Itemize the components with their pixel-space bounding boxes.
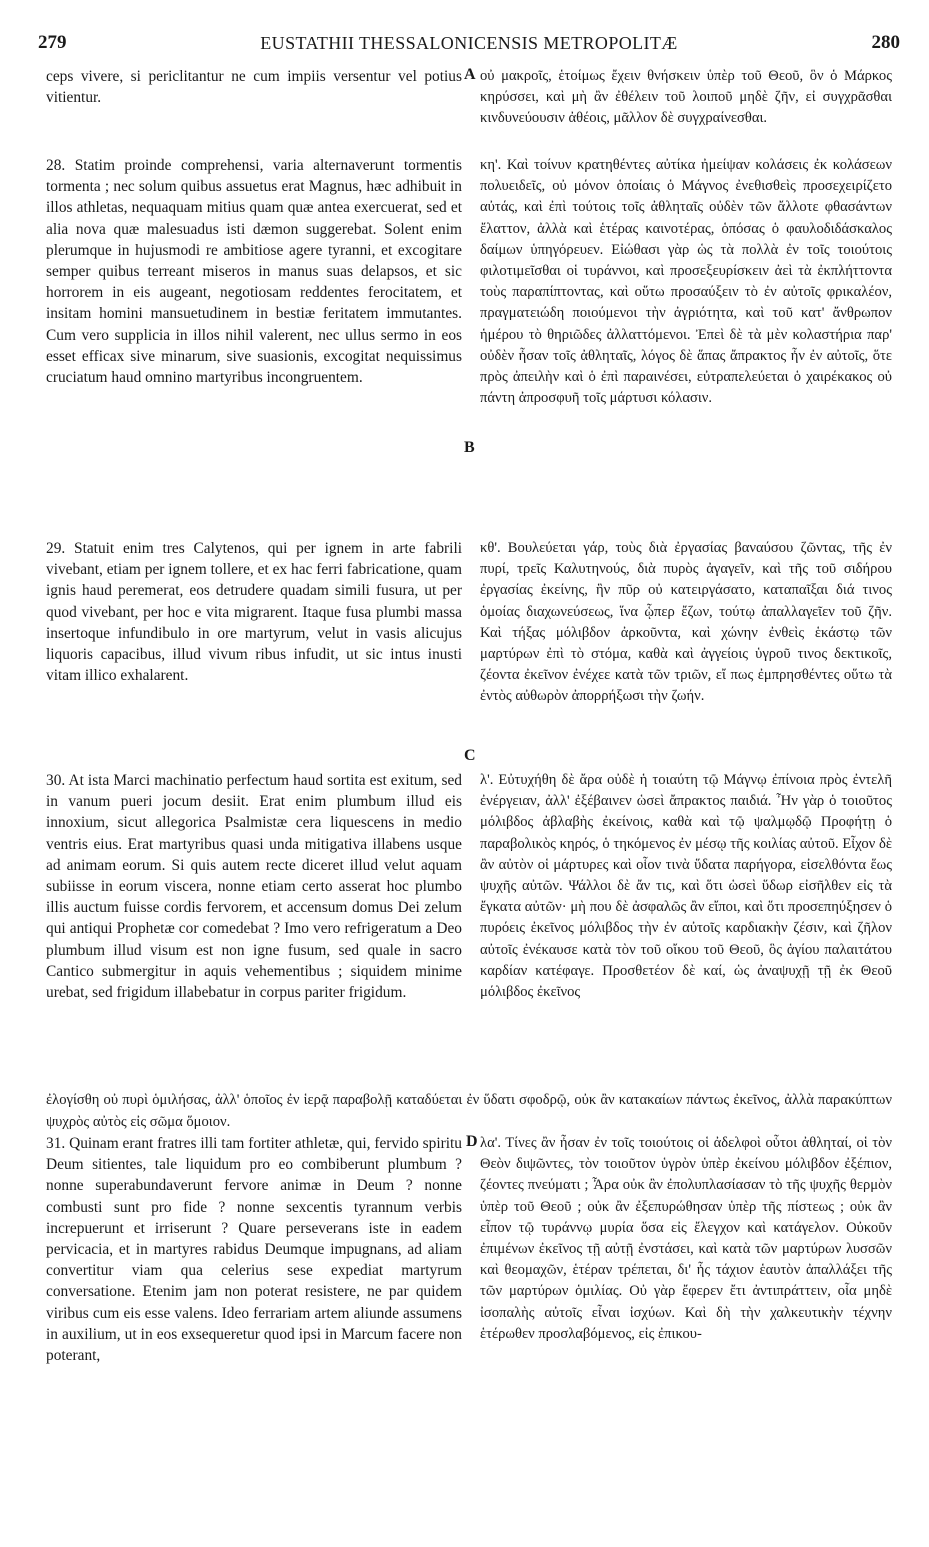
margin-marker-d: D <box>466 1133 478 1150</box>
margin-marker-c: C <box>464 747 476 764</box>
latin-paragraph-30: 30. At ista Marci machinatio perfectum haud sortita est exitum, sed in vanum pueri jocum desiit. Erat enim plumbum illud eis innoxium, sicut allegorica Psalmistæ cera liquescens in medio ventris eius. Erat martyribus quasi unda mitigativa illabens usque ad animam eorum. Si quis autem recte diceret illud velut aquam subiisse in eorum viscera, nonne etiam certo asserat hoc plumbo illis auctum fuisse cordis fervorem, et accensum domus Dei zelum qui antiqui Prophetæ cor comedebat ? Imo vero refrigeratum a Deo plumbum illud visum est non igne fusum, sed quale in sacro Cantico submergitur in aquis vehementibus ; siquidem minime urebat, sed frigidum illabebatur in corpus pariter frigidum. <box>46 772 462 1002</box>
latin-paragraph-0: ceps vivere, si periclitantur ne cum impiis versentur vel potius vitientur. <box>46 68 462 107</box>
greek-paragraph-30: λ'. Εὐτυχήθη δὲ ἄρα οὐδὲ ἡ τοιαύτη τῷ Μάγνῳ ἐπίνοια πρὸς ἐντελῆ ἐνέργειαν, ἀλλ' ἐξέβαινεν ὡσεὶ ἄπρακτος παιδιά. Ἦν γὰρ ὁ τοιοῦτος μόλιβδος ἀβλαβὴς ἐκείνοις, καθὰ καὶ τῷ ψαλμῳδῷ Προφήτῃ ὁ παραβολικὸς κηρός, ὁ τηκόμενος ἐν μέσῳ τῆς κοιλίας αὐτοῦ. Εἶχον δὲ ἂν αὐτὸν οἱ μάρτυρες καὶ οἷον τινὰ ὕδατα παρήγορα, εἰσελθόντα ἕως ψυχῆς αὐτῶν. Ψάλλοι δὲ ἄν τις, καὶ ὅτι ὡσεὶ ὕδωρ εἰσῆλθεν εἰς τὰ ἔγκατα αὐτῶν· μὴ που δὲ ἀσφαλῶς ἂν εἴποι, καὶ ὅτι προσεπηύξησεν ὁ πυρόεις ἐκεῖνος μόλιβδος τὴν ἐν αὐτοῖς καρδιακὴν ζέσιν, καὶ ζῆλον αὐτοῖς ἐνέκαυσε κατὰ τὸν τοῦ οἴκου τοῦ Θεοῦ, ὃς ἁγίου παλαιτάτου καρδίαν κατέφαγε. Προσθετέον δὲ καί, ὡς ἀναψυχῇ τῇ ἐκ Θεοῦ μόλιβδος ἐκεῖνος <box>480 772 892 1001</box>
page-number-left: 279 <box>38 32 67 53</box>
latin-paragraph-28: 28. Statim proinde comprehensi, varia alternaverunt tormentis tormenta ; nec solum quibus assuetus erat Magnus, hæc adhibuit in illos athletas, nequaquam mitius quam quæ antea exercuerat, sed et alia nova quæ malesuadus isti dæmon suggerebat. Solent enim plerumque in hujusmodi re ambitiose agere tyranni, et excogitare semper quibus terreant miseros in manus suas delapsos, et sic horrorem in eis augeant, negotiosam reddentes ferocitatem, et insitam homini mansuetudinem in bestiæ feritatem immutantes. Cum vero supplicia in illos nihil valerent, nec ullus sermo in eos esset efficax sive minarum, sive suasionis, excogitat nequissimus cruciatum haud omnino martyribus incongruentem. <box>46 157 462 387</box>
greek-fullwidth-lines: ἐλογίσθη οὐ πυρὶ ὁμιλήσας, ἀλλ' ὁποῖος ἐν ἱερᾷ παραβολῇ καταδύεται ἐν ὕδατι σφοδρῷ, οὐκ ἂν κατακαίων πάντως ἐκεῖνος, ἀλλὰ παρακύπτων ψυχρὸς αὐτὸς εἰς σῶμα ὅμοιον. <box>46 1092 892 1130</box>
running-title: EUSTATHII THESSALONICENSIS METROPOLITÆ <box>260 33 678 53</box>
running-header <box>38 32 900 62</box>
latin-paragraph-31: 31. Quinam erant fratres illi tam fortiter athletæ, qui, fervido spiritu Deum sitientes, tale liquidum pro eo combiberunt plumbum ? nonne superabundaverunt fervore animæ in Deum ? nonne combusti sunt pro fide ? nonne sexcentis tyrannum verbis increpuerunt et irriserunt ? Quare perseverans iste in eadem pervicacia, et in martyres rabidus Deumque impugnans, ad aliam convertitur viam qua celerius sese expediat martyrum conversatione. Etenim jam non poterat resistere, ne par quidem viribus cum eis esse valens. Ideo ferrariam artem aliunde assumens in auxilium, ut in eos exsequeretur quod ipsi in Marcum facere non poterant, <box>46 1135 462 1365</box>
page-number-right: 280 <box>871 32 900 53</box>
greek-paragraph-0: οὐ μακροῖς, ἑτοίμως ἔχειν θνήσκειν ὑπὲρ τοῦ Θεοῦ, ὃν ὁ Μάρκος κηρύσσει, καὶ μὴ ἂν ἐθέλειν τοῦ λοιποῦ μηδὲ ζῆν, εἰ συγχρᾶσθαι κινδυνεύουσιν ἀθέοις, μᾶλλον δὲ συγχραίνεσθαι. <box>480 68 892 127</box>
greek-paragraph-28: κη'. Καὶ τοίνυν κρατηθέντες αὐτίκα ἠμείψαν κολάσεις ἐκ κολάσεων πολυειδεῖς, οὐ μόνον ὁποίαις ὁ Μάγνος ἐνεθισθεὶς προσεχειρίζετο αὐτάς, καὶ ἐπὶ τούτοις τοῖς ἀθληταῖς οὐδὲν τῶν ἄλλοτε φθασάντων ἔλαττον, ἀλλὰ καὶ ἑτέρας καινοτέρας, ὁπόσας ὁ φαυλοδιδάσκαλος δαίμων ὑπηγόρευεν. Εἰώθασι γὰρ ὡς τὰ πολλὰ ἐν τοῖς τοιούτοις φιλοτιμεῖσθαι οἱ τυράννοι, καὶ προσεξευρίσκειν ἀεὶ τὰ ἐκπλήττοντα τοὺς παραπίπτοντας, καὶ οὕτω προσαύξειν τὸ ἐν αὐτοῖς φρικαλέον, πραγματειώδη ποιούμενοι τὴν ἀγριότητα, καὶ τοῦ κατ' ἄνθρωπον ἡμέρου τὸ θηριῶδες ἀλλαττόμενοι. Ἐπεὶ δὲ τὰ μὲν κολαστήρια παρ' οὐδὲν ἦσαν τοῖς ἀθληταῖς, λόγος δὲ ἅπας ἄπρακτος ἦν ἐν αὐτοῖς, ὅτε πρὸς ἀπειλὴν καὶ ὁ ἐπὶ παραινέσει, εὐτραπελεύεται ὁ χαιρέκακος οὐ πάντη ἀπροσφυῆ τοῖς μάρτυσι κόλασιν. <box>480 157 892 407</box>
greek-paragraph-29: κθ'. Βουλεύεται γάρ, τοὺς διὰ ἐργασίας βαναύσου ζῶντας, τῆς ἐν πυρί, τρεῖς Καλυτηνούς, διὰ πυρὸς ἀγαγεῖν, καὶ τῆς τοῦ σιδήρου ἐργασίας ἐκείνης, ἣν πῦρ οὐ κατειργάσατο, καταπαῖξαι διά τινος ὁμοίας διαχωνεύσεως, ἵνα ᾧπερ ἔζων, τούτῳ ἀπαλλαγεῖεν τοῦ ζῆν. Καὶ τήξας μόλιβδον ἀρκοῦντα, καὶ χώνην ἐνθεὶς ἑκάστῳ τῶν μαρτύρων ἐπὶ τὸ στόμα, καθὰ καὶ ἀγγείοις ὑγροῦ τινος δεκτικοῖς, ζέοντα ἐκεῖνον ἐνέχεε κατὰ τῶν τριῶν, εἴ πως ἐμπρησθέντες οὕτω τὰ ἐντὸς αὐθωρὸν ἀπορρήξωσι τὴν ζωήν. <box>480 540 892 705</box>
margin-marker-a: A <box>464 66 476 83</box>
greek-paragraph-31: λα'. Τίνες ἂν ἦσαν ἐν τοῖς τοιούτοις οἱ ἀδελφοὶ οὗτοι ἀθληταί, οἱ τὸν Θεὸν διψῶντες, τὸν τοιοῦτον ὑγρὸν ὑπὲρ ἐκείνου μόλιβδον ἐξέπιον, ζέοντες πνεύματι ; Ἆρα οὐκ ἂν ἐπολυπλασίασαν τὸ τῆς ψυχῆς θερμὸν ὑπὲρ τοῦ Θεοῦ ; οὐκ ἂν ἐξεπυρώθησαν ὑπὲρ τῆς πίστεως ; οὐκ ἂν εἶπον τῷ τυράννῳ μυρία ὅσα εἰς ἔλεγχον καὶ κατάγελον. Οὐκοῦν ἐπιμένων ἐκεῖνος τῇ αὐτῇ ἐνστάσει, καὶ κατὰ τῶν μαρτύρων λυσσῶν καὶ θεομαχῶν, ἑτέραν τρέπεται, δι' ἧς τάχιον ἑαυτὸν ἀπαλλάξει τῆς τῶν μαρτύρων ὁμιλίας. Οὐ γὰρ ἔφερεν ἔτι ἀντιπράττειν, οἷα μηδὲ ἰσοπαλὴς αὐτοῖς εἶναι ἰσχύων. Καὶ δὴ τὴν χαλκευτικὴν τέχνην ἑτέρωθεν προσλαβόμενος, εἰς ἐπικου- <box>480 1135 892 1342</box>
margin-marker-b: B <box>464 439 475 456</box>
latin-paragraph-29: 29. Statuit enim tres Calytenos, qui per ignem in arte fabrili vivebant, etiam per ignem tollere, et ex hac ferri fabricatione, quam ignis haud peremerat, eos detrudere quadam simili fusura, ut per quod vivebant, per hoc e vita migrarent. Itaque fusa plumbi massa insertoque infundibulo in ore martyrum, velut in vasis alicujus liquoris capacibus, illud vivum ribus infudit, ut sic intus inusti vitam illico exhalarent. <box>46 540 462 685</box>
